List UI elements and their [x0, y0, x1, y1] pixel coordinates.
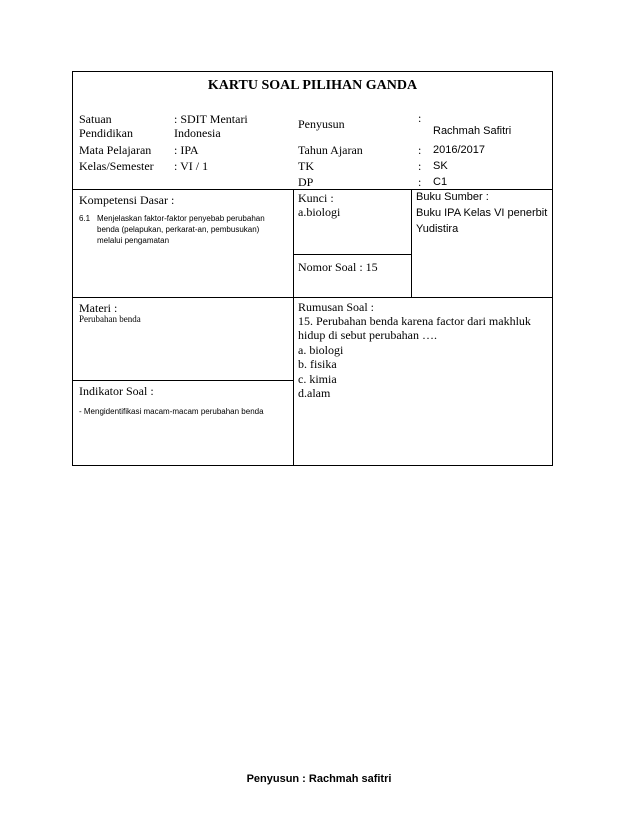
rumusan-question-2: hidup di sebut perubahan …. — [298, 328, 437, 342]
nomor-soal: Nomor Soal : 15 — [298, 260, 378, 274]
tahun-colon: : — [418, 143, 422, 157]
option-a: a. biologi — [298, 343, 344, 357]
kelas-label: Kelas/Semester — [79, 159, 154, 173]
divider-mid — [72, 297, 553, 298]
indikator-label: Indikator Soal : — [79, 384, 154, 398]
penyusun-label: Penyusun — [298, 117, 345, 131]
indikator-value: - Mengidentifikasi macam-macam perubahan benda — [79, 407, 264, 416]
kompetensi-text-3: melalui pengamatan — [97, 236, 170, 245]
page-footer: Penyusun : Rachmah safitri — [246, 773, 392, 785]
kunci-label: Kunci : — [298, 191, 334, 205]
buku-label: Buku Sumber : — [416, 191, 489, 203]
penyusun-colon: : — [418, 111, 422, 125]
divider-header — [72, 189, 553, 190]
satuan-value: : SDIT Mentari — [174, 112, 248, 126]
buku-text-2: Yudistira — [416, 223, 459, 235]
option-b: b. fisika — [298, 357, 337, 371]
satuan-label: Satuan — [79, 112, 112, 126]
tahun-label: Tahun Ajaran — [298, 143, 363, 157]
option-d: d.alam — [298, 386, 331, 400]
kompetensi-label: Kompetensi Dasar : — [79, 193, 175, 207]
card-title: KARTU SOAL PILIHAN GANDA — [207, 78, 418, 93]
rumusan-label: Rumusan Soal : — [298, 300, 375, 314]
dp-value: C1 — [433, 176, 448, 188]
dp-label: DP — [298, 175, 314, 189]
tk-value: SK — [433, 160, 448, 172]
divider-col-right — [411, 189, 412, 297]
kompetensi-text-1: Menjelaskan faktor-faktor penyebab perubahan — [97, 214, 265, 223]
kunci-value: a.biologi — [298, 205, 341, 219]
divider-indikator — [72, 380, 293, 381]
mapel-value: : IPA — [174, 143, 199, 157]
mapel-label: Mata Pelajaran — [79, 143, 152, 157]
tahun-value: 2016/2017 — [433, 144, 485, 156]
satuan-label-2: Pendidikan — [79, 126, 133, 140]
buku-text-1: Buku IPA Kelas VI penerbit — [416, 207, 548, 219]
penyusun-value: Rachmah Safitri — [433, 125, 512, 137]
option-c: c. kimia — [298, 372, 337, 386]
tk-colon: : — [418, 159, 422, 173]
divider-col-left — [293, 189, 294, 466]
kompetensi-number: 6.1 — [79, 214, 91, 223]
materi-label: Materi : — [79, 301, 118, 315]
satuan-value-2: Indonesia — [174, 126, 221, 140]
materi-value: Perubahan benda — [79, 314, 141, 324]
kompetensi-text-2: benda (pelapukan, perkarat-an, pembusukan) — [97, 225, 260, 234]
tk-label: TK — [298, 159, 314, 173]
kelas-value: : VI / 1 — [174, 159, 209, 173]
dp-colon: : — [418, 175, 422, 189]
rumusan-question-1: 15. Perubahan benda karena factor dari makhluk — [298, 314, 531, 328]
divider-nomor — [293, 254, 411, 255]
